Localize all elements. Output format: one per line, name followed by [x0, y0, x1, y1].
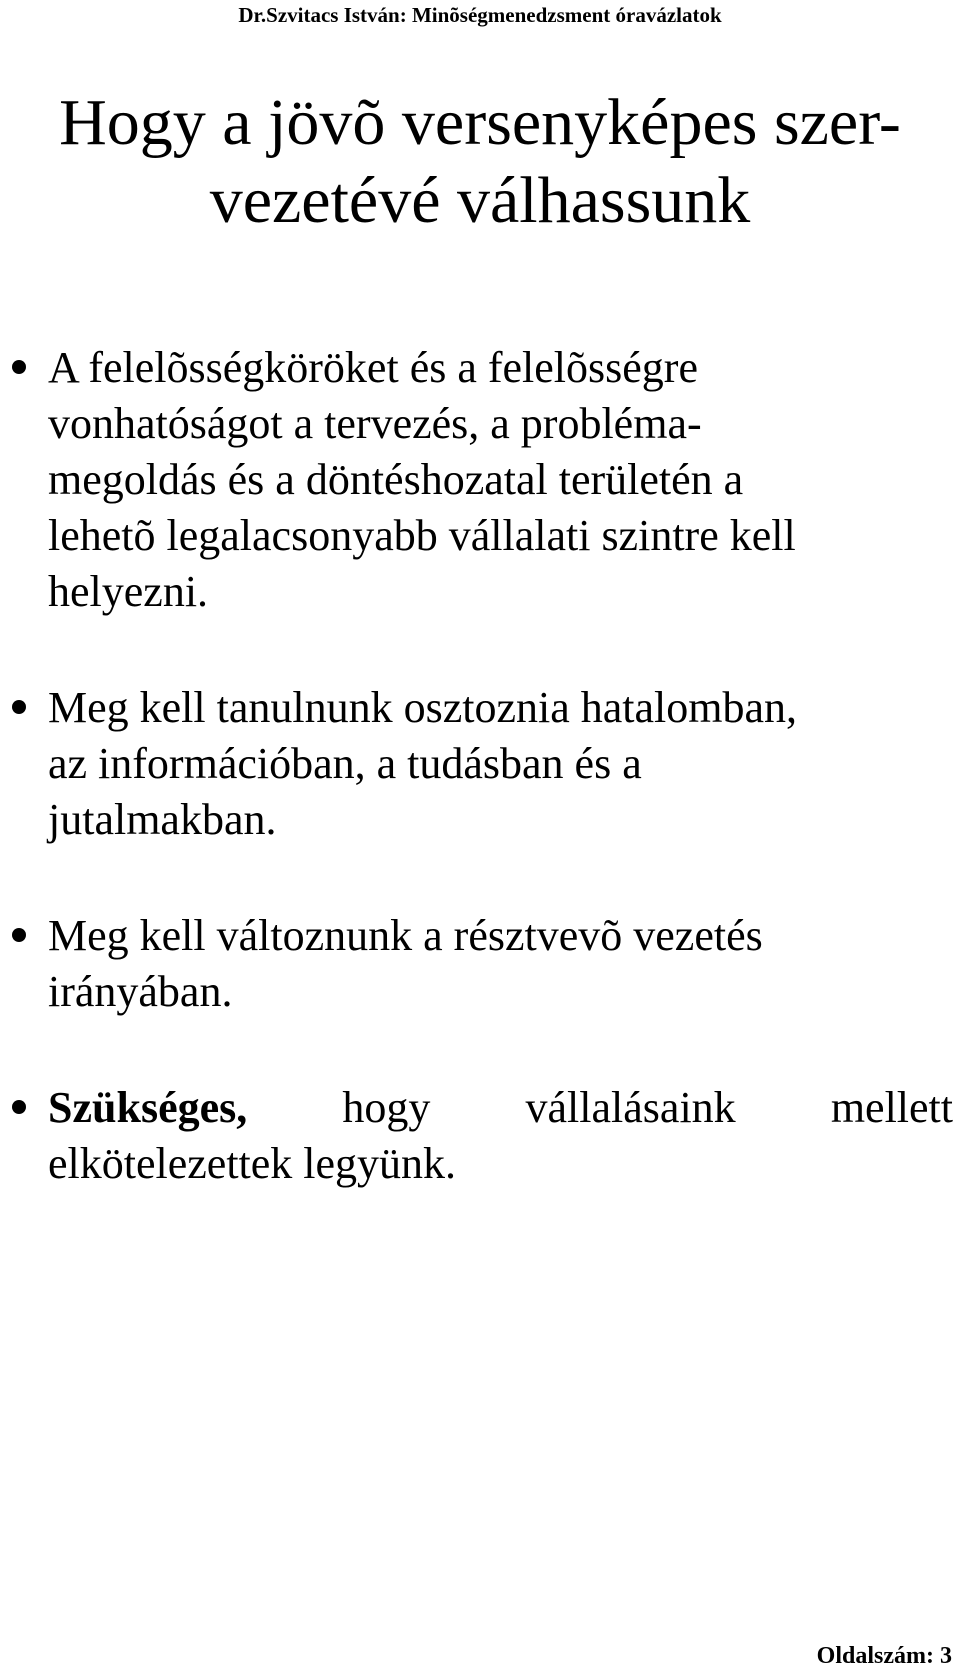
bullet-line: megoldás és a döntéshozatal területén a	[48, 455, 744, 504]
bullet-line	[48, 1080, 953, 1136]
bullet-item-sharing	[48, 680, 953, 848]
bullet-word: mellett	[830, 1083, 953, 1132]
bullet-line: A felelõsségköröket és a felelõsségre	[48, 343, 698, 392]
page-number: Oldalszám: 3	[816, 1643, 952, 1669]
bullet-list	[48, 340, 953, 1252]
bullet-line: elkötelezettek legyünk.	[48, 1139, 457, 1188]
bullet-item-commitment	[48, 1080, 953, 1192]
bullet-dot-icon	[12, 360, 26, 374]
bullet-line: vonhatóságot a tervezés, a probléma-	[48, 399, 702, 448]
page-title-line-2: vezetévé válhassunk	[209, 164, 751, 237]
bullet-line: az információban, a tudásban és a	[48, 739, 642, 788]
page-title	[0, 84, 960, 240]
bullet-dot-icon	[12, 700, 26, 714]
bullet-line: jutalmakban.	[48, 795, 277, 844]
document-header: Dr.Szvitacs István: Minõségmenedzsment óravázlatok	[238, 3, 722, 27]
bullet-line: lehetõ legalacsonyabb vállalati szintre kell	[48, 511, 796, 560]
bullet-line: Meg kell tanulnunk osztoznia hatalomban,	[48, 683, 798, 732]
bullet-line: irányában.	[48, 967, 233, 1016]
bullet-line: Meg kell változnunk a résztvevõ vezetés	[48, 911, 763, 960]
bullet-word: hogy	[342, 1083, 431, 1132]
emphasis-word: Szükséges,	[48, 1083, 248, 1132]
bullet-dot-icon	[12, 928, 26, 942]
bullet-word: vállalásaink	[525, 1083, 736, 1132]
bullet-item-responsibility	[48, 340, 953, 620]
bullet-dot-icon	[12, 1100, 26, 1114]
bullet-item-participative	[48, 908, 953, 1020]
page-title-line-1: Hogy a jövõ versenyképes szer-	[59, 86, 901, 159]
bullet-line: helyezni.	[48, 567, 209, 616]
